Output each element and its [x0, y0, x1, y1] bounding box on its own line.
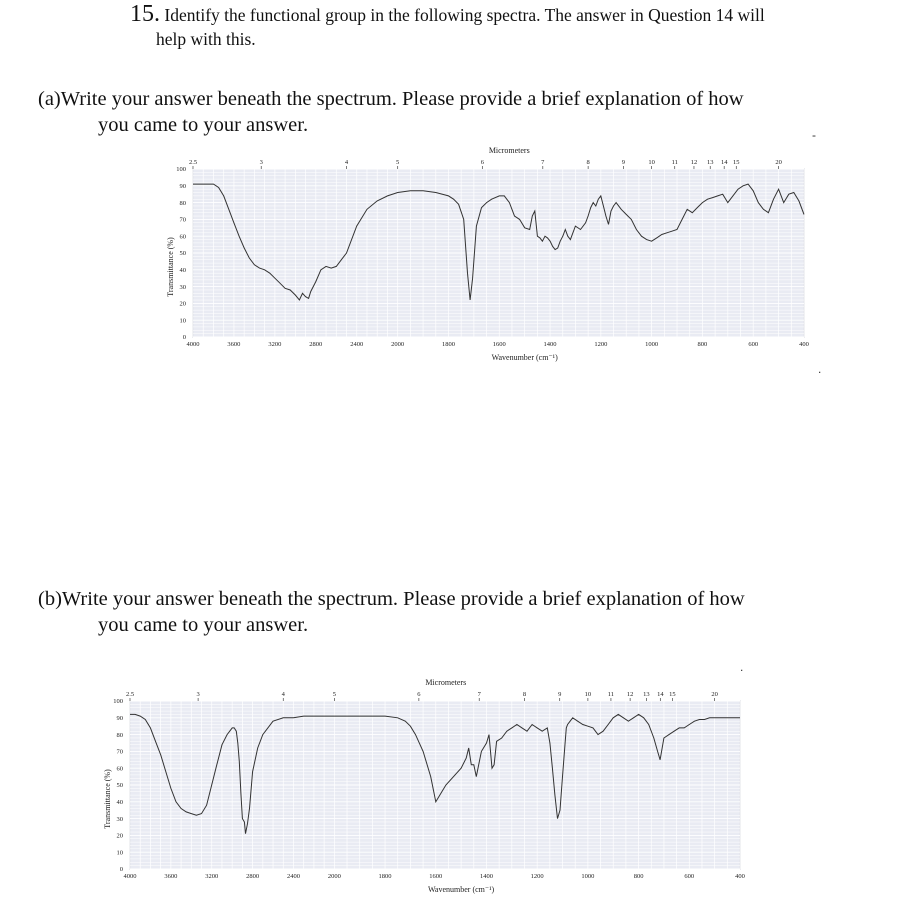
top-tick-label: 7: [541, 159, 545, 166]
top-tick-label: 3: [259, 159, 263, 166]
y-tick-label: 60: [116, 765, 123, 773]
top-tick-label: 15: [669, 691, 676, 698]
top-tick-label: 20: [775, 159, 782, 166]
x-tick-label: 2400: [286, 873, 300, 880]
y-axis-label: Transmittance (%): [166, 237, 175, 297]
margin-mark: .: [818, 362, 822, 376]
part-b-line1: (b)Write your answer beneath the spectrum. Please provide a brief explanation of how: [38, 588, 745, 610]
x-tick-label: 1000: [645, 341, 659, 348]
top-tick-label: 13: [706, 159, 714, 166]
question-number: 15.: [130, 1, 160, 27]
top-tick-label: 11: [671, 159, 678, 166]
question-text-line1: Identify the functional group in the following spectra. The answer in Question 14 will: [164, 5, 765, 25]
top-tick-label: 9: [621, 159, 626, 166]
top-tick-label: 12: [690, 159, 698, 166]
x-axis-label: Wavenumber (cm⁻¹): [428, 885, 495, 894]
x-tick-label: 600: [684, 873, 695, 880]
x-tick-label: 3200: [205, 873, 219, 880]
y-tick-label: 10: [179, 317, 186, 325]
x-tick-label: 2800: [246, 873, 260, 880]
spectrum-group: [103, 678, 745, 894]
x-tick-label: 2800: [309, 341, 323, 348]
margin-mark: -: [812, 128, 816, 142]
x-tick-label: 1000: [581, 873, 595, 880]
top-axis-label: Micrometers: [488, 146, 530, 155]
top-axis-label: Micrometers: [425, 678, 467, 687]
y-tick-label: 60: [179, 233, 186, 241]
y-tick-label: 20: [116, 832, 123, 840]
part-a-line1: (a)Write your answer beneath the spectrum. Please provide a brief explanation of how: [38, 88, 744, 110]
x-tick-label: 3200: [268, 341, 282, 348]
y-tick-label: 30: [116, 815, 123, 823]
y-tick-label: 10: [116, 849, 123, 857]
x-tick-label: 1600: [429, 873, 443, 880]
y-tick-label: 90: [116, 715, 123, 722]
top-tick-label: 10: [648, 159, 655, 166]
top-tick-label: 4: [281, 691, 285, 698]
x-tick-label: 4000: [186, 341, 200, 348]
top-tick-label: 10: [584, 691, 592, 698]
top-tick-label: 14: [720, 159, 728, 166]
y-tick-label: 70: [179, 216, 186, 224]
x-tick-label: 600: [748, 341, 759, 348]
top-tick-label: 5: [396, 159, 400, 166]
x-tick-label: 3600: [227, 341, 241, 348]
top-tick-label: 8: [586, 159, 590, 166]
y-tick-label: 0: [119, 866, 123, 874]
spectrum-trace: [130, 714, 740, 833]
top-tick-label: 20: [711, 691, 718, 698]
y-tick-label: 20: [179, 300, 186, 308]
part-b-instruction: [38, 586, 878, 638]
y-tick-label: 100: [176, 166, 186, 174]
y-tick-label: 40: [116, 799, 123, 806]
top-tick-label: 11: [607, 691, 615, 698]
x-tick-label: 2400: [350, 341, 364, 348]
x-tick-label: 3600: [164, 873, 178, 880]
part-a-instruction: [38, 86, 878, 138]
x-tick-label: 800: [697, 341, 708, 348]
x-tick-label: 2000: [327, 873, 341, 880]
y-tick-label: 50: [179, 250, 186, 258]
x-tick-label: 4000: [123, 873, 137, 880]
y-tick-label: 90: [179, 183, 186, 190]
top-tick-label: 2.5: [125, 691, 135, 698]
x-tick-label: 400: [799, 341, 809, 348]
part-b-line2: you came to your answer.: [98, 614, 309, 636]
top-tick-label: 6: [480, 159, 484, 166]
x-tick-label: 2000: [391, 341, 405, 348]
top-tick-label: 9: [558, 691, 562, 698]
y-tick-label: 80: [116, 731, 123, 739]
top-tick-label: 2.5: [188, 159, 198, 166]
x-tick-label: 1200: [594, 341, 608, 348]
x-tick-label: 1800: [378, 873, 392, 880]
x-tick-label: 1400: [543, 341, 557, 348]
top-tick-label: 4: [344, 159, 349, 166]
y-tick-label: 30: [179, 283, 186, 291]
x-tick-label: 800: [633, 873, 644, 880]
top-tick-label: 6: [417, 691, 421, 698]
x-tick-label: 1600: [492, 341, 506, 348]
y-axis-label: Transmittance (%): [103, 769, 112, 829]
question-text-line2: help with this.: [156, 29, 256, 49]
y-tick-label: 80: [179, 199, 186, 207]
x-tick-label: 1200: [530, 873, 544, 880]
spectrum-group: [166, 146, 809, 362]
plot-area: [193, 169, 804, 337]
x-tick-label: 1800: [441, 341, 455, 348]
x-tick-label: 1400: [479, 873, 493, 880]
top-tick-label: 13: [643, 691, 650, 698]
top-tick-label: 8: [522, 691, 527, 698]
y-tick-label: 0: [182, 334, 186, 342]
margin-mark: .: [740, 660, 744, 674]
question-header: [130, 2, 890, 51]
x-tick-label: 400: [735, 873, 745, 880]
top-tick-label: 15: [733, 159, 740, 166]
top-tick-label: 12: [626, 691, 634, 698]
top-tick-label: 7: [477, 691, 481, 698]
top-tick-label: 14: [657, 691, 664, 698]
x-axis-label: Wavenumber (cm⁻¹): [491, 353, 558, 362]
plot-area: [130, 701, 740, 869]
y-tick-label: 100: [113, 698, 123, 706]
y-tick-label: 40: [179, 267, 186, 274]
y-tick-label: 50: [116, 782, 123, 790]
top-tick-label: 3: [196, 691, 200, 698]
y-tick-label: 70: [116, 748, 123, 756]
top-tick-label: 5: [332, 691, 336, 698]
part-a-line2: you came to your answer.: [98, 114, 309, 136]
spectrum-trace: [193, 184, 804, 300]
